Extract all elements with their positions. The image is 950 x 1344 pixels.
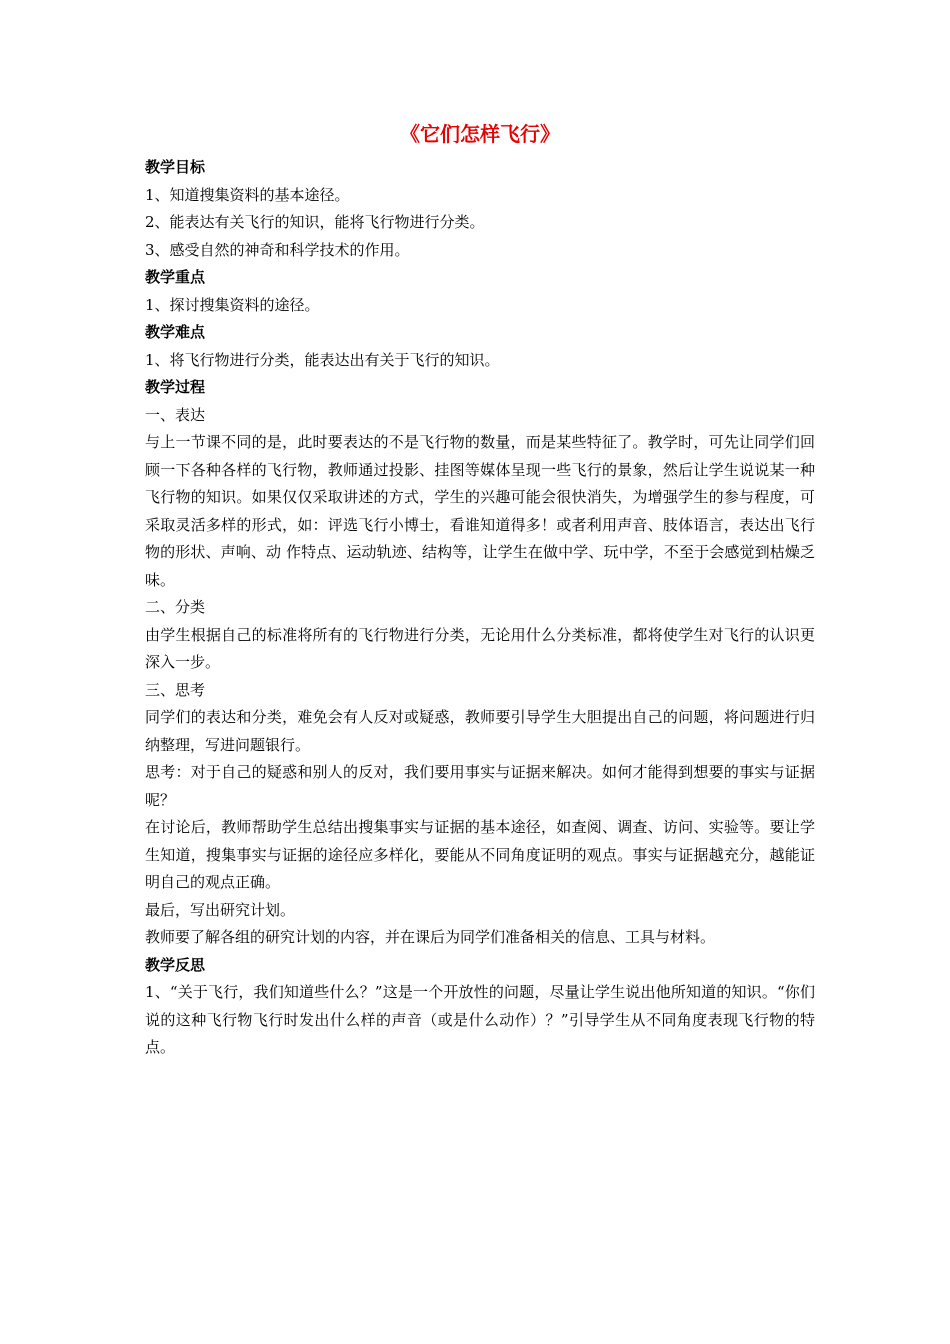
goals-heading: 教学目标 xyxy=(145,158,206,176)
process-subtitle-classify: 二、分类 xyxy=(145,598,206,616)
goal-item: 1、知道搜集资料的基本途径。 xyxy=(145,185,350,204)
process-think-question: 思考：对于自己的疑惑和别人的反对，我们要用事实与证据来解决。如何才能得到想要的事实与证据呢？ xyxy=(145,763,815,809)
document-title: 《它们怎样飞行》 xyxy=(400,122,560,146)
key-points-heading: 教学重点 xyxy=(145,268,206,286)
process-think-text: 同学们的表达和分类，难免会有人反对或疑惑，教师要引导学生大胆提出自己的问题，将问题进行归纳整理，写进问题银行。 xyxy=(145,708,815,754)
goal-item: 2、能表达有关飞行的知识，能将飞行物进行分类。 xyxy=(145,213,485,231)
process-think-discussion: 在讨论后，教师帮助学生总结出搜集事实与证据的基本途径，如查阅、调查、访问、实验等。要让学生知道，搜集事实与证据的途径应多样化，要能从不同角度证明的观点。事实与证据越充分，越能证明自己的观点正确。 xyxy=(145,818,815,891)
process-heading: 教学过程 xyxy=(145,378,206,396)
difficulty-item: 1、将飞行物进行分类，能表达出有关于飞行的知识。 xyxy=(145,350,500,369)
process-classify-text: 由学生根据自己的标准将所有的飞行物进行分类，无论用什么分类标准，都将使学生对飞行的认识更深入一步。 xyxy=(145,625,815,671)
reflection-text: 1、“关于飞行，我们知道些什么？”这是一个开放性的问题，尽量让学生说出他所知道的知识。“你们说的这种飞行物飞行时发出什么样的声音（或是什么动作）？”引导学生从不同角度表现飞行物的特点。 xyxy=(145,983,815,1056)
process-subtitle-think: 三、思考 xyxy=(145,680,206,699)
process-think-teacher: 教师要了解各组的研究计划的内容，并在课后为同学们准备相关的信息、工具与材料。 xyxy=(145,928,716,946)
process-express-text: 与上一节课不同的是，此时要表达的不是飞行物的数量，而是某些特征了。教学时，可先让同学们回顾一下各种各样的飞行物，教师通过投影、挂图等媒体呈现一些飞行的景象，然后让学生说说某一种飞行物的知识。如果仅仅采取讲述的方式，学生的兴趣可能会很快消失，为增强学生的参与程度，可采取灵活多样的形式，如：评选飞行小博士，看谁知道得多！或者利用声音、肢体语言，表达出飞行物的形状、声响、动 作特点、运动轨迹、结构等，让学生在做中学、玩中学，不至于会感觉到枯燥乏味。 xyxy=(145,433,815,589)
reflection-heading: 教学反思 xyxy=(145,955,206,974)
process-think-plan: 最后，写出研究计划。 xyxy=(145,900,296,919)
difficulties-heading: 教学难点 xyxy=(145,323,206,341)
key-point-item: 1、探讨搜集资料的途径。 xyxy=(145,295,320,314)
document-page xyxy=(145,118,815,1062)
goal-item: 3、感受自然的神奇和科学技术的作用。 xyxy=(145,240,410,259)
process-subtitle-express: 一、表达 xyxy=(145,405,206,424)
